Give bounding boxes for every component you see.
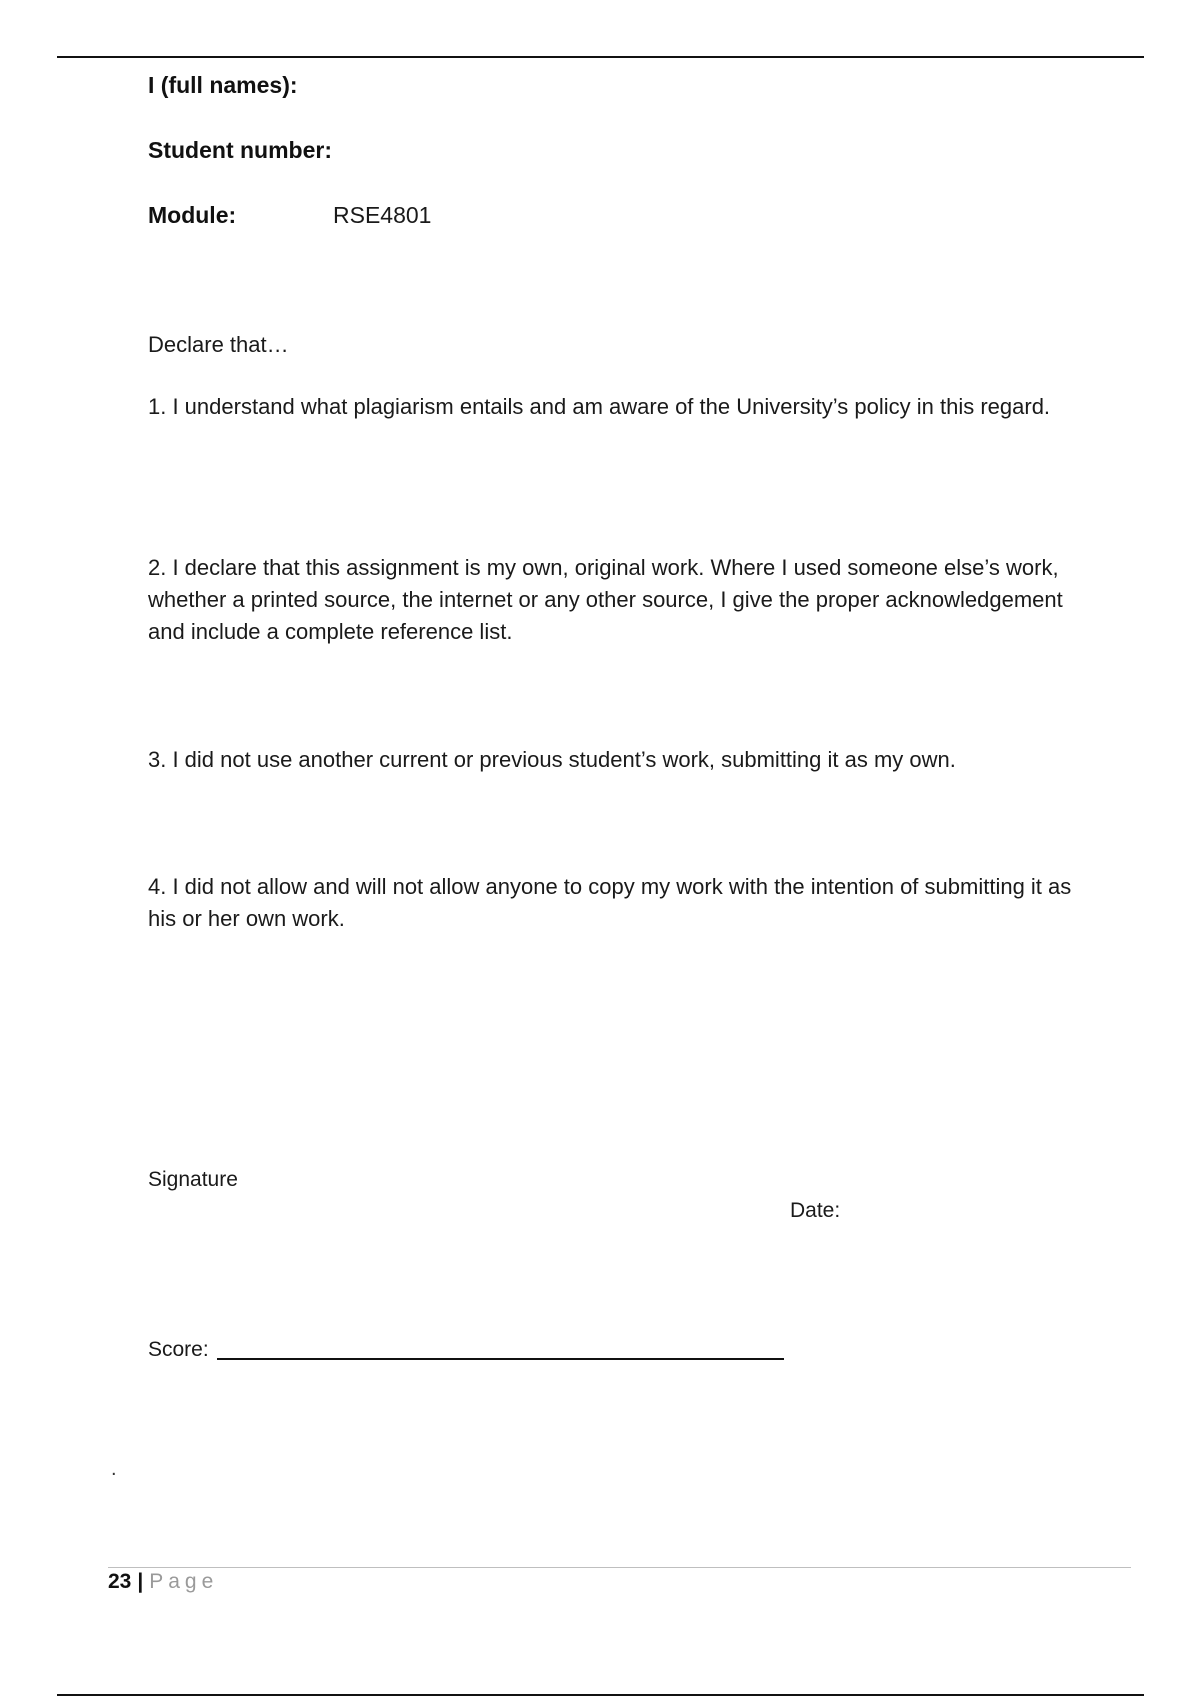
page-separator: |: [137, 1570, 144, 1593]
page-word: Page: [149, 1570, 219, 1593]
declaration-item-3: 3. I did not use another current or previous student’s work, submitting it as my own.: [148, 747, 956, 772]
date-label: Date:: [790, 1199, 841, 1222]
page-footer: [108, 1570, 218, 1594]
full-names-label: I (full names):: [148, 72, 298, 98]
declaration-item-2: 2. I declare that this assignment is my own, original work. Where I used someone else’s work, whether a printed source, the internet or any other source, I give the proper acknowledgement and include a complete reference list.: [148, 555, 1063, 644]
top-border-line: [57, 56, 1144, 58]
module-label: Module:: [148, 202, 237, 228]
declaration-item-1: 1. I understand what plagiarism entails and am aware of the University’s policy in this regard.: [148, 394, 1051, 419]
declaration-intro: Declare that…: [148, 332, 289, 357]
declaration-item-4: 4. I did not allow and will not allow anyone to copy my work with the intention of submitting it as his or her own work.: [148, 874, 1072, 931]
page-number: 23: [108, 1570, 132, 1593]
score-label: Score:: [148, 1338, 209, 1361]
signature-label: Signature: [148, 1168, 238, 1191]
score-row: [148, 1338, 784, 1362]
module-value: RSE4801: [333, 202, 432, 228]
stray-dot-mark: .: [111, 1458, 117, 1480]
footer-divider: [108, 1567, 1131, 1568]
bottom-border-line: [57, 1694, 1144, 1696]
score-blank-line: [217, 1358, 784, 1360]
student-number-label: Student number:: [148, 137, 332, 163]
